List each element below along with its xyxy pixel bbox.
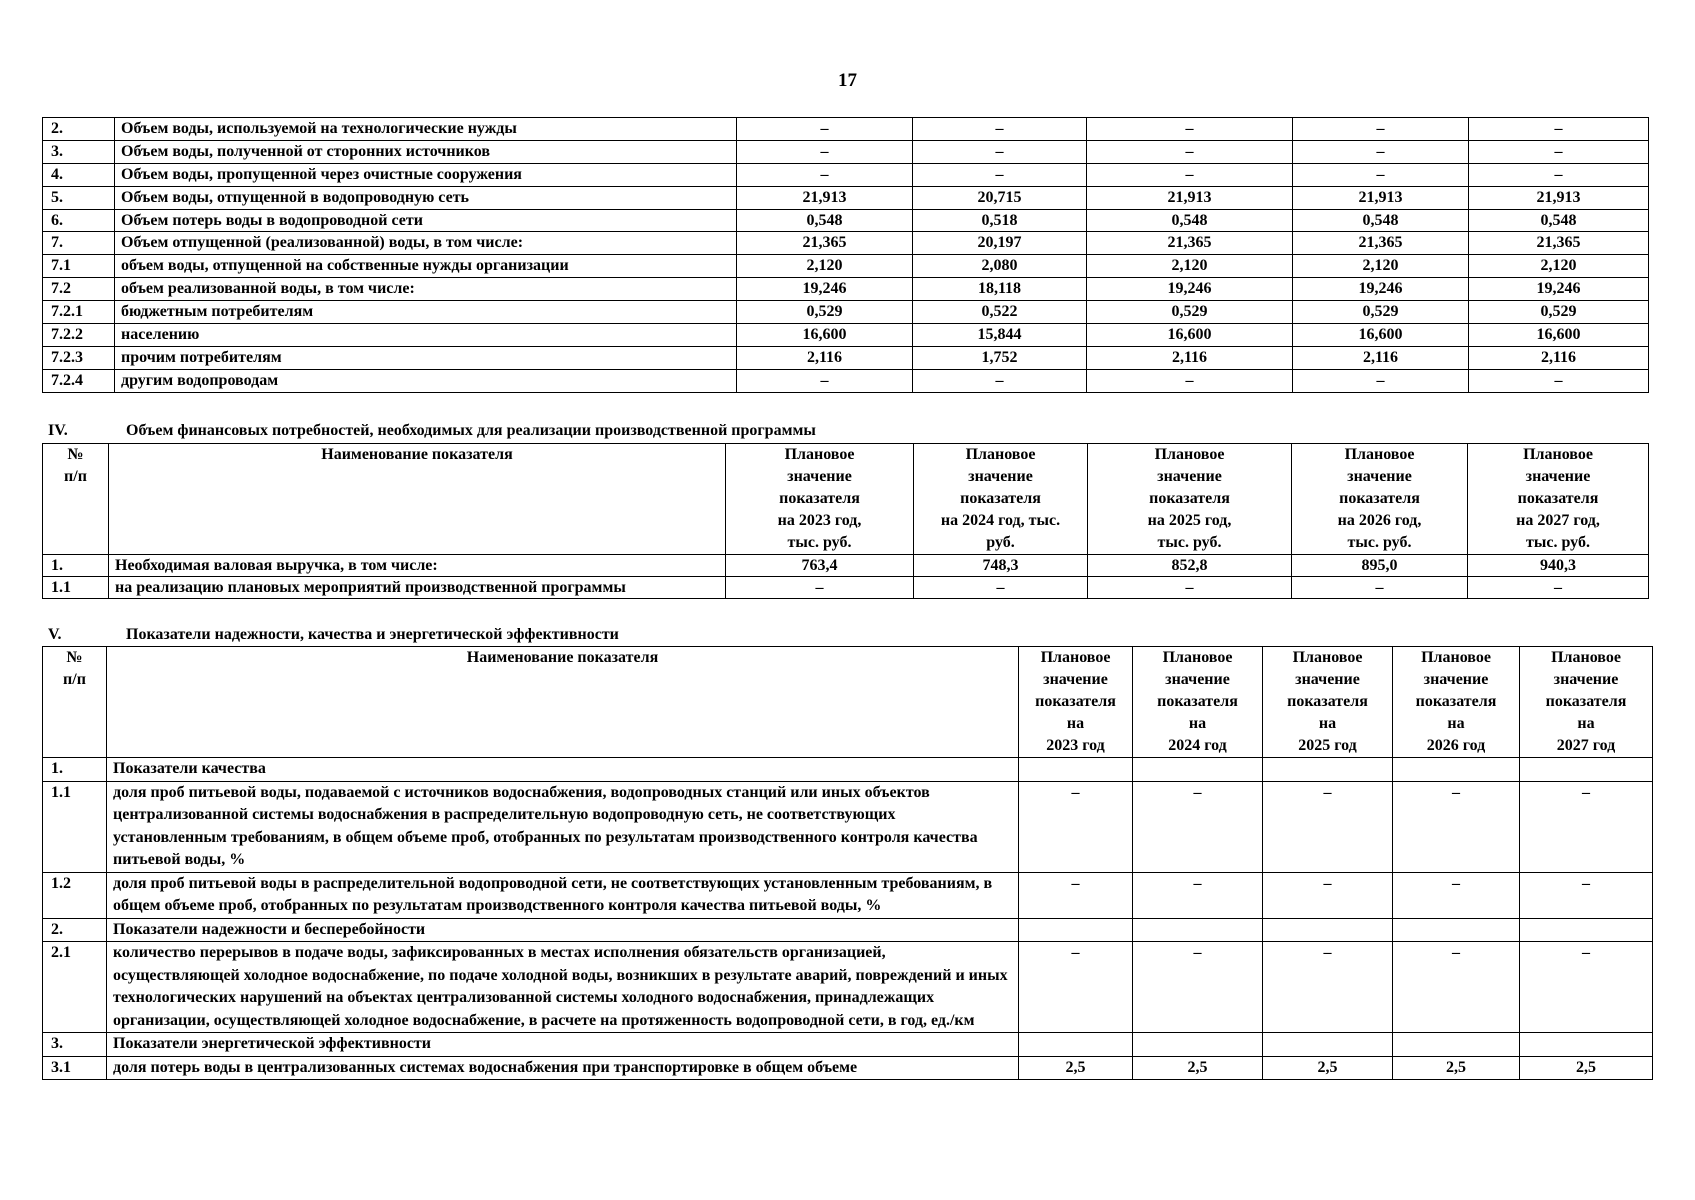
column-header-value-4: Плановое значение показателя на 2026 год, тыс. руб. — [1292, 444, 1468, 555]
row-value-5: – — [1469, 140, 1649, 163]
row-value-2 — [1133, 918, 1263, 942]
row-value-3 — [1263, 918, 1393, 942]
row-value-3: 2,5 — [1263, 1056, 1393, 1080]
row-value-2: – — [913, 140, 1087, 163]
row-number: 1. — [43, 555, 109, 577]
row-value-5: 21,365 — [1469, 232, 1649, 255]
row-value-2: – — [1133, 942, 1263, 1033]
row-name: доля потерь воды в централизованных системах водоснабжения при транспортировке в общем объеме — [107, 1056, 1019, 1080]
row-name: Необходимая валовая выручка, в том числе: — [109, 555, 726, 577]
table-header-row — [43, 647, 1653, 758]
row-name: населению — [115, 324, 737, 347]
row-number: 2.1 — [43, 942, 107, 1033]
row-value-2 — [1133, 758, 1263, 782]
page-number: 17 — [838, 70, 857, 91]
row-value-3: 2,120 — [1087, 255, 1293, 278]
row-value-5: 19,246 — [1469, 278, 1649, 301]
row-name: Показатели надежности и бесперебойности — [107, 918, 1019, 942]
row-value-2: 1,752 — [913, 346, 1087, 369]
row-value-5: 21,913 — [1469, 186, 1649, 209]
row-value-3: – — [1088, 577, 1292, 599]
row-number: 2. — [43, 918, 107, 942]
row-value-4 — [1393, 758, 1520, 782]
row-value-3: 16,600 — [1087, 324, 1293, 347]
section-iv-title: Объем финансовых потребностей, необходимых для реализации производственной программы — [126, 422, 816, 439]
row-value-1: 16,600 — [737, 324, 913, 347]
row-number: 3.1 — [43, 1056, 107, 1080]
table-row — [43, 346, 1649, 369]
table-row — [43, 942, 1653, 1033]
row-value-4: – — [1393, 781, 1520, 872]
table-row — [43, 209, 1649, 232]
table-row — [43, 232, 1649, 255]
table-row — [43, 186, 1649, 209]
row-value-3: 0,548 — [1087, 209, 1293, 232]
row-value-4: 16,600 — [1293, 324, 1469, 347]
row-name: доля проб питьевой воды в распределительной водопроводной сети, не соответствующих установленным требованиям, в общем объеме проб, отобранных по результатам производственного контроля качества питьевой воды, % — [107, 872, 1019, 918]
row-value-1: 2,5 — [1019, 1056, 1133, 1080]
row-name: объем воды, отпущенной на собственные нужды организации — [115, 255, 737, 278]
column-header-value-5: Плановое значение показателя на 2027 год, тыс. руб. — [1468, 444, 1649, 555]
row-value-5: – — [1469, 163, 1649, 186]
row-value-4: 19,246 — [1293, 278, 1469, 301]
row-value-1: – — [726, 577, 914, 599]
row-value-3: 852,8 — [1088, 555, 1292, 577]
row-value-2: – — [913, 369, 1087, 392]
row-value-1 — [1019, 758, 1133, 782]
row-value-2: 15,844 — [913, 324, 1087, 347]
table-row — [43, 577, 1649, 599]
row-name: бюджетным потребителям — [115, 301, 737, 324]
section-v-number: V. — [48, 626, 62, 643]
row-value-2: – — [914, 577, 1088, 599]
section-iv-heading — [44, 422, 816, 440]
table-row — [43, 369, 1649, 392]
row-name: на реализацию плановых мероприятий производственной программы — [109, 577, 726, 599]
row-number: 3. — [43, 140, 115, 163]
row-value-1: 21,365 — [737, 232, 913, 255]
row-value-5 — [1520, 1033, 1653, 1057]
row-value-1: – — [1019, 781, 1133, 872]
row-value-3: – — [1263, 781, 1393, 872]
row-value-3: 2,116 — [1087, 346, 1293, 369]
row-value-4: 2,120 — [1293, 255, 1469, 278]
table-row — [43, 278, 1649, 301]
row-value-3: 0,529 — [1087, 301, 1293, 324]
row-value-5: 0,548 — [1469, 209, 1649, 232]
table-row — [43, 1033, 1653, 1057]
row-value-2: 2,5 — [1133, 1056, 1263, 1080]
row-value-4: 2,5 — [1393, 1056, 1520, 1080]
row-value-4: – — [1293, 118, 1469, 141]
column-header-value-2: Плановое значение показателя на 2024 год, тыс. руб. — [914, 444, 1088, 555]
column-header-value-3: Плановое значение показателя на 2025 год — [1263, 647, 1393, 758]
reliability-quality-table — [42, 646, 1653, 1080]
row-value-1: 21,913 — [737, 186, 913, 209]
column-header-number: № п/п — [43, 444, 109, 555]
row-value-2: – — [913, 118, 1087, 141]
table-row — [43, 781, 1653, 872]
row-name: Объем воды, полученной от сторонних источников — [115, 140, 737, 163]
row-name: Показатели качества — [107, 758, 1019, 782]
row-value-1: – — [1019, 942, 1133, 1033]
row-number: 4. — [43, 163, 115, 186]
row-value-4: – — [1393, 942, 1520, 1033]
row-value-4: 2,116 — [1293, 346, 1469, 369]
table-row — [43, 140, 1649, 163]
row-value-3: – — [1087, 369, 1293, 392]
row-value-3: 19,246 — [1087, 278, 1293, 301]
row-name: Объем воды, отпущенной в водопроводную сеть — [115, 186, 737, 209]
row-value-4: – — [1293, 369, 1469, 392]
row-value-3: – — [1087, 140, 1293, 163]
column-header-value-3: Плановое значение показателя на 2025 год, тыс. руб. — [1088, 444, 1292, 555]
row-value-4: – — [1293, 163, 1469, 186]
row-value-3: 21,365 — [1087, 232, 1293, 255]
row-value-2: 2,080 — [913, 255, 1087, 278]
column-header-name: Наименование показателя — [107, 647, 1019, 758]
row-value-2: 20,715 — [913, 186, 1087, 209]
row-value-4: – — [1293, 140, 1469, 163]
table-row — [43, 555, 1649, 577]
row-number: 7.2.3 — [43, 346, 115, 369]
row-value-5: 940,3 — [1468, 555, 1649, 577]
row-value-5: 2,116 — [1469, 346, 1649, 369]
row-value-2: 0,518 — [913, 209, 1087, 232]
row-value-5 — [1520, 918, 1653, 942]
row-value-2: 748,3 — [914, 555, 1088, 577]
row-value-1: – — [737, 163, 913, 186]
row-value-4: – — [1393, 872, 1520, 918]
table-row — [43, 918, 1653, 942]
row-value-5: 2,5 — [1520, 1056, 1653, 1080]
row-number: 7.2.1 — [43, 301, 115, 324]
section-iv-number: IV. — [48, 422, 68, 439]
row-value-2: 18,118 — [913, 278, 1087, 301]
table-row — [43, 758, 1653, 782]
row-value-4 — [1393, 1033, 1520, 1057]
column-header-name: Наименование показателя — [109, 444, 726, 555]
row-number: 6. — [43, 209, 115, 232]
row-value-4 — [1393, 918, 1520, 942]
row-value-5: 0,529 — [1469, 301, 1649, 324]
row-name: другим водопроводам — [115, 369, 737, 392]
row-number: 1. — [43, 758, 107, 782]
table-row — [43, 872, 1653, 918]
section-v-title: Показатели надежности, качества и энергетической эффективности — [126, 626, 619, 643]
row-value-2: – — [1133, 781, 1263, 872]
row-value-3: – — [1263, 872, 1393, 918]
row-name: объем реализованной воды, в том числе: — [115, 278, 737, 301]
table-header-row — [43, 444, 1649, 555]
table-row — [43, 1056, 1653, 1080]
row-name: Объем потерь воды в водопроводной сети — [115, 209, 737, 232]
row-value-1: 2,120 — [737, 255, 913, 278]
section-v-heading — [44, 626, 619, 644]
row-value-1 — [1019, 918, 1133, 942]
row-value-1: 19,246 — [737, 278, 913, 301]
row-value-5: – — [1469, 369, 1649, 392]
row-value-2: – — [1133, 872, 1263, 918]
row-value-4: 21,365 — [1293, 232, 1469, 255]
row-value-2: 0,522 — [913, 301, 1087, 324]
table-row — [43, 118, 1649, 141]
row-value-2 — [1133, 1033, 1263, 1057]
column-header-value-2: Плановое значение показателя на 2024 год — [1133, 647, 1263, 758]
row-value-1 — [1019, 1033, 1133, 1057]
row-value-5: 16,600 — [1469, 324, 1649, 347]
row-value-4: 0,529 — [1293, 301, 1469, 324]
row-name: Объем отпущенной (реализованной) воды, в том числе: — [115, 232, 737, 255]
column-header-value-1: Плановое значение показателя на 2023 год, тыс. руб. — [726, 444, 914, 555]
row-number: 7.2.4 — [43, 369, 115, 392]
table-row — [43, 324, 1649, 347]
row-number: 5. — [43, 186, 115, 209]
row-number: 1.2 — [43, 872, 107, 918]
row-value-4: 21,913 — [1293, 186, 1469, 209]
column-header-value-1: Плановое значение показателя на 2023 год — [1019, 647, 1133, 758]
table-row — [43, 301, 1649, 324]
row-value-5: – — [1469, 118, 1649, 141]
row-number: 1.1 — [43, 781, 107, 872]
table-row — [43, 163, 1649, 186]
row-value-5: 2,120 — [1469, 255, 1649, 278]
row-number: 1.1 — [43, 577, 109, 599]
row-value-4: 895,0 — [1292, 555, 1468, 577]
row-value-1: – — [737, 140, 913, 163]
row-number: 7.2 — [43, 278, 115, 301]
row-value-1: 2,116 — [737, 346, 913, 369]
row-value-2: 20,197 — [913, 232, 1087, 255]
row-number: 7.1 — [43, 255, 115, 278]
row-value-1: – — [1019, 872, 1133, 918]
row-name: Объем воды, пропущенной через очистные сооружения — [115, 163, 737, 186]
row-value-3: – — [1263, 942, 1393, 1033]
column-header-value-4: Плановое значение показателя на 2026 год — [1393, 647, 1520, 758]
table-row — [43, 255, 1649, 278]
row-name: Объем воды, используемой на технологические нужды — [115, 118, 737, 141]
column-header-value-5: Плановое значение показателя на 2027 год — [1520, 647, 1653, 758]
row-value-2: – — [913, 163, 1087, 186]
row-value-3: – — [1087, 118, 1293, 141]
water-volume-table — [42, 117, 1649, 393]
row-value-5: – — [1520, 942, 1653, 1033]
row-value-5: – — [1520, 781, 1653, 872]
column-header-number: № п/п — [43, 647, 107, 758]
row-value-5 — [1520, 758, 1653, 782]
row-value-3 — [1263, 1033, 1393, 1057]
row-value-3: 21,913 — [1087, 186, 1293, 209]
financial-needs-table — [42, 443, 1649, 599]
row-number: 7.2.2 — [43, 324, 115, 347]
row-number: 2. — [43, 118, 115, 141]
row-name: Показатели энергетической эффективности — [107, 1033, 1019, 1057]
row-number: 7. — [43, 232, 115, 255]
row-number: 3. — [43, 1033, 107, 1057]
row-name: количество перерывов в подаче воды, зафиксированных в местах исполнения обязательств организацией, осуществляющей холодное водоснабжение, по подаче холодной воды, возникших в результате аварий, повреждений и иных технологических нарушений на объектах централизованной системы холодного водоснабжения, принадлежащих организации, осуществляющей холодное водоснабжение, в расчете на протяженность водопроводной сети, в год, ед./км — [107, 942, 1019, 1033]
row-value-3 — [1263, 758, 1393, 782]
row-name: доля проб питьевой воды, подаваемой с источников водоснабжения, водопроводных станций или иных объектов централизованной системы водоснабжения в распределительную водопроводную сеть, не соответствующих установленным требованиям, в общем объеме проб, отобранных по результатам производственного контроля качества питьевой воды, % — [107, 781, 1019, 872]
row-value-4: 0,548 — [1293, 209, 1469, 232]
row-value-1: 0,548 — [737, 209, 913, 232]
row-value-1: – — [737, 118, 913, 141]
row-value-5: – — [1520, 872, 1653, 918]
row-value-1: 0,529 — [737, 301, 913, 324]
row-value-1: – — [737, 369, 913, 392]
row-name: прочим потребителям — [115, 346, 737, 369]
row-value-1: 763,4 — [726, 555, 914, 577]
row-value-5: – — [1468, 577, 1649, 599]
row-value-3: – — [1087, 163, 1293, 186]
row-value-4: – — [1292, 577, 1468, 599]
